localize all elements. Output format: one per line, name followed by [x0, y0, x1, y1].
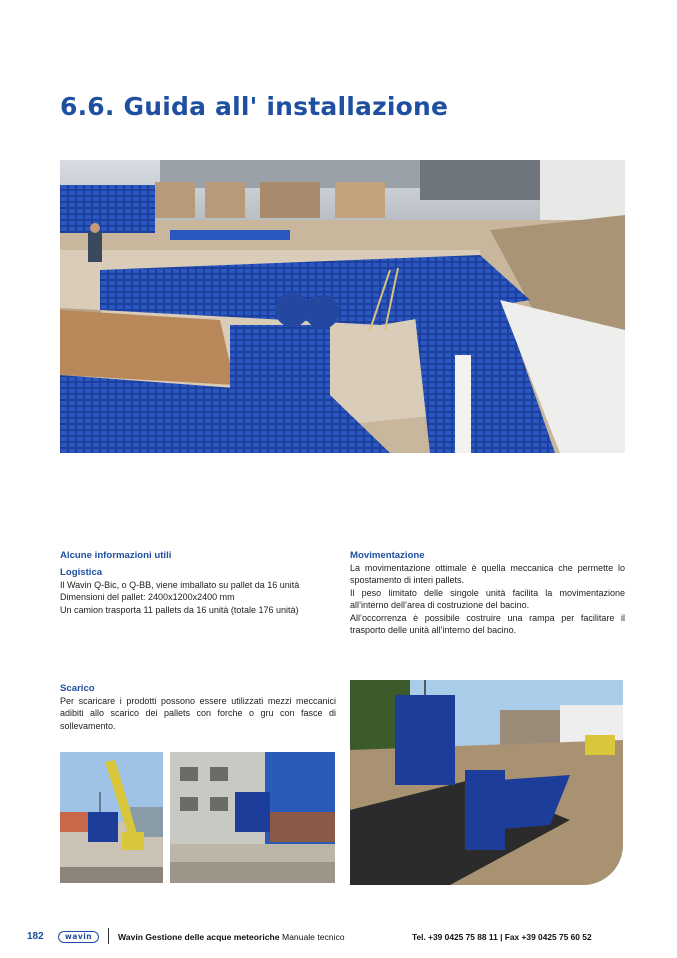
movimentazione-heading: Movimentazione — [350, 550, 425, 561]
wavin-logo: wavin — [58, 931, 99, 943]
movimentazione-text-2: Il peso limitato delle singole unità facilita la movimentazione all’interno dell’area di costruzione del bacino. — [350, 587, 625, 611]
footer-divider — [108, 928, 109, 944]
page-footer — [0, 928, 677, 948]
crate-lifting-photo — [350, 680, 623, 885]
logistica-pallet-size: Dimensioni del pallet: 2400x1200x2400 mm — [60, 592, 235, 603]
movimentazione-text-3: All’occorrenza è possibile costruire una rampa per facilitare il trasporto delle unità all’interno del bacino. — [350, 612, 625, 636]
crane-unloading-photo — [60, 752, 163, 883]
scarico-text: Per scaricare i prodotti possono essere utilizzati mezzi meccanici adibiti allo scarico dei pallets con forche o gru con fasce di sollevamento. — [60, 696, 336, 731]
page-title: 6.6. Guida all' installazione — [60, 92, 449, 121]
movimentazione-column — [350, 549, 625, 636]
logistica-packaging: Il Wavin Q-Bic, o Q-BB, viene imballato su pallet da 16 unità — [60, 580, 300, 590]
movimentazione-text-1: La movimentazione ottimale è quella meccanica che permette lo spostamento di interi pallets. — [350, 563, 625, 586]
scarico-section — [60, 682, 336, 732]
footer-subtitle: Manuale tecnico — [281, 932, 345, 942]
info-column — [60, 549, 336, 616]
footer-title-main: Wavin Gestione delle acque meteoriche — [118, 932, 280, 942]
installation-site-photo — [60, 160, 625, 453]
footer-contact: Tel. +39 0425 75 88 11 | Fax +39 0425 75 60 52 — [412, 932, 592, 942]
page-number: 182 — [27, 931, 44, 942]
logistica-truck-capacity: Un camion trasporta 11 pallets da 16 unità (totale 176 unità) — [60, 604, 299, 615]
logistica-heading: Logistica — [60, 567, 103, 578]
footer-title — [118, 932, 345, 942]
scarico-heading: Scarico — [60, 683, 95, 694]
info-heading: Alcune informazioni utili — [60, 550, 172, 561]
building-crates-photo — [170, 752, 335, 883]
